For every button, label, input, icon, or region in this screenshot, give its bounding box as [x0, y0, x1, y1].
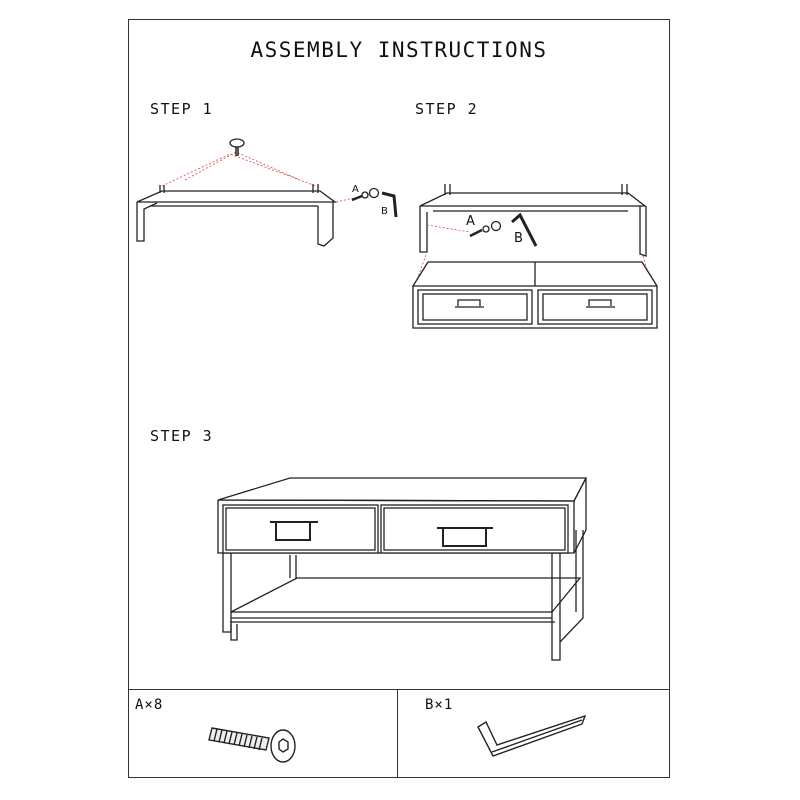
- screw-icon: [209, 728, 295, 762]
- step-3-label: STEP 3: [150, 427, 214, 445]
- step-1-callout-a: A: [352, 184, 359, 195]
- page-title: ASSEMBLY INSTRUCTIONS: [250, 38, 548, 62]
- step-1-callout-b: B: [381, 206, 388, 217]
- part-b-quantity: B×1: [425, 697, 454, 713]
- hex-key-icon: [478, 716, 585, 756]
- step-2-callout-b: B: [514, 231, 523, 246]
- step-2-label: STEP 2: [415, 100, 479, 118]
- part-a-quantity: A×8: [135, 697, 164, 713]
- step-2-illustration: [413, 184, 657, 328]
- step-3-illustration: [218, 478, 586, 660]
- step-2-callout-a: A: [466, 214, 475, 229]
- step-1-label: STEP 1: [150, 100, 214, 118]
